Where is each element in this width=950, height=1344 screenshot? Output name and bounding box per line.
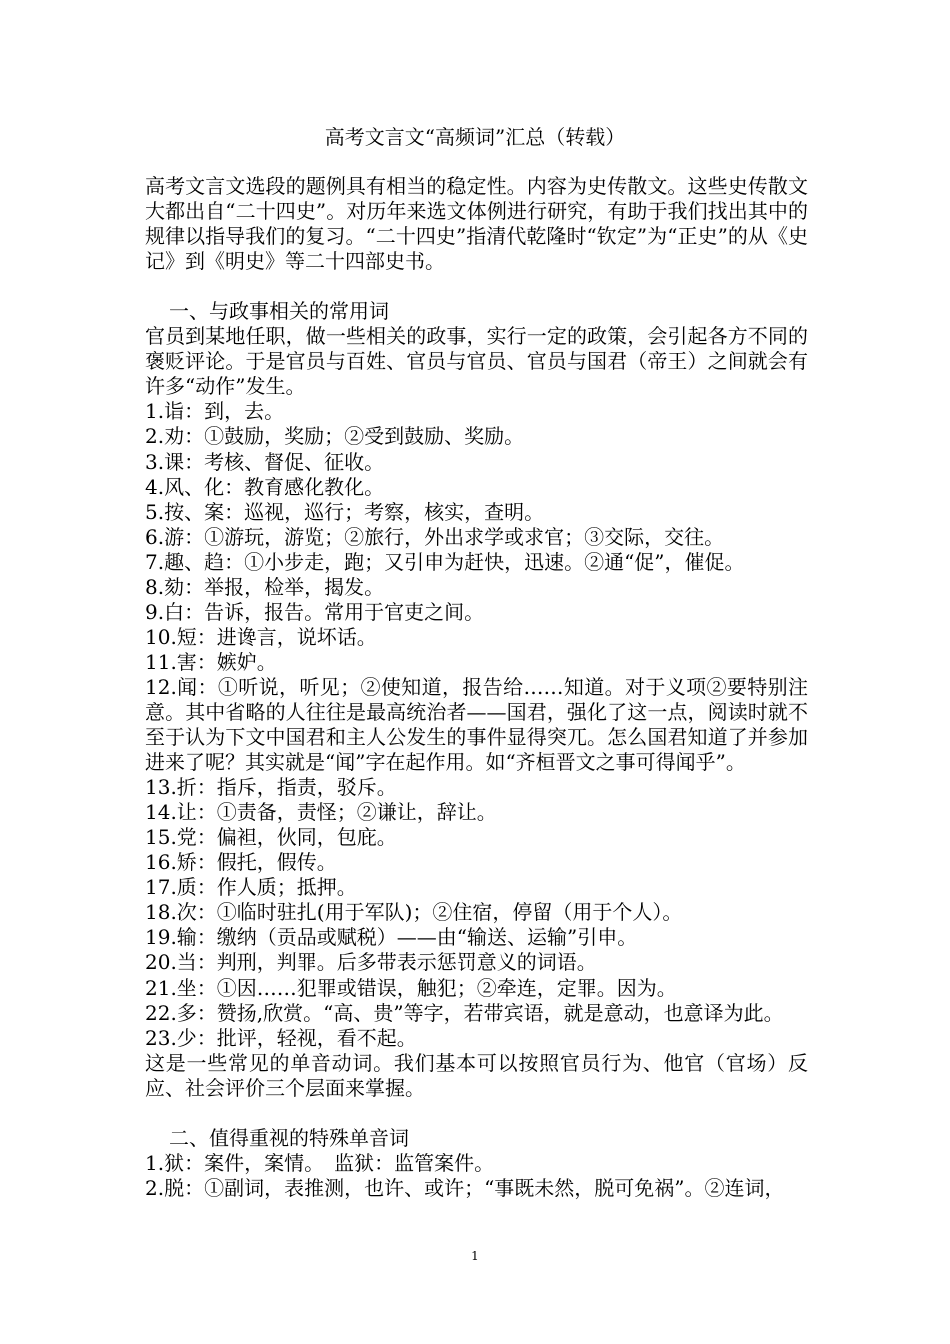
list-item: 3.课：考核、督促、征收。 bbox=[145, 449, 385, 474]
document-title: 高考文言文“高频词”汇总（转载） bbox=[324, 125, 626, 149]
list-item: 7.趣、趋：①小步走，跑；又引申为赶快，迅速。②通“促”，催促。 bbox=[145, 549, 745, 574]
list-item: 11.害：嫉妒。 bbox=[145, 649, 277, 674]
blank-line bbox=[145, 274, 808, 299]
document-body bbox=[145, 174, 808, 1201]
page-number: 1 bbox=[471, 1249, 479, 1263]
list-item: 6.游：①游玩，游览；②旅行，外出求学或求官；③交际，交往。 bbox=[145, 524, 725, 549]
list-item: 2.脱：①副词，表推测，也许、或许；“事既未然，脱可免祸”。②连词， bbox=[145, 1175, 785, 1200]
list-item: 23.少：批评，轻视，看不起。 bbox=[145, 1025, 417, 1050]
section-1-intro: 官员到某地任职，做一些相关的政事，实行一定的政策，会引起各方不同的褒贬评论。于是官员与百姓、官员与官员、官员与国君（帝王）之间就会有许多“动作”发生。 bbox=[145, 324, 808, 399]
list-item: 1.诣：到，去。 bbox=[145, 399, 285, 424]
blank-line bbox=[145, 1101, 808, 1126]
section-2-heading: 二、值得重视的特殊单音词 bbox=[169, 1125, 409, 1150]
list-item: 8.劾：举报，检举，揭发。 bbox=[145, 574, 385, 599]
list-item: 9.白：告诉，报告。常用于官吏之间。 bbox=[145, 599, 485, 624]
section-1-summary: 这是一些常见的单音动词。我们基本可以按照官员行为、他官（官场）反应、社会评价三个层面来掌握。 bbox=[145, 1050, 808, 1100]
intro-paragraph: 高考文言文选段的题例具有相当的稳定性。内容为史传散文。这些史传散文大都出自“二十四史”。对历年来选文体例进行研究，有助于我们找出其中的规律以指导我们的复习。“二十四史”指清代乾隆时“钦定”为“正史”的从《史记》到《明史》等二十四部史书。 bbox=[145, 174, 808, 274]
list-item: 20.当：判刑，判罪。后多带表示惩罚意义的词语。 bbox=[145, 950, 597, 975]
list-item: 18.次：①临时驻扎(用于军队)；②住宿，停留（用于个人）。 bbox=[145, 900, 683, 925]
list-item: 17.质：作人质；抵押。 bbox=[145, 875, 357, 900]
list-item: 15.党：偏袒，伙同，包庇。 bbox=[145, 825, 397, 850]
section-1-heading: 一、与政事相关的常用词 bbox=[169, 299, 389, 324]
list-item: 13.折：指斥，指责，驳斥。 bbox=[145, 775, 397, 800]
list-item: 16.矫：假托，假传。 bbox=[145, 850, 337, 875]
list-item: 4.风、化：教育感化教化。 bbox=[145, 474, 385, 499]
list-item: 2.劝：①鼓励，奖励；②受到鼓励、奖励。 bbox=[145, 424, 525, 449]
list-item: 19.输：缴纳（贡品或赋税）——由“输送、运输”引申。 bbox=[145, 925, 638, 950]
list-item: 5.按、案：巡视，巡行；考察，核实，查明。 bbox=[145, 499, 545, 524]
list-item: 21.坐：①因……犯罪或错误，触犯；②牵连，定罪。因为。 bbox=[145, 975, 677, 1000]
list-item: 22.多：赞扬,欣赏。“高、贵”等字，若带宾语，就是意动，也意译为此。 bbox=[145, 1000, 784, 1025]
list-item: 10.短：进谗言，说坏话。 bbox=[145, 624, 377, 649]
list-item: 14.让：①责备，责怪；②谦让，辞让。 bbox=[145, 800, 497, 825]
list-item: 12.闻：①听说，听见；②使知道，报告给……知道。对于义项②要特别注意。其中省略的人往往是最高统治者——国君，强化了这一点，阅读时就不至于认为下文中国君和主人公发生的事件显得突兀。怎么国君知道了并参加进来了呢？其实就是“闻”字在起作用。如“齐桓晋文之事可得闻乎”。 bbox=[145, 674, 808, 775]
list-item: 1.狱：案件，案情。 监狱：监管案件。 bbox=[145, 1150, 495, 1175]
